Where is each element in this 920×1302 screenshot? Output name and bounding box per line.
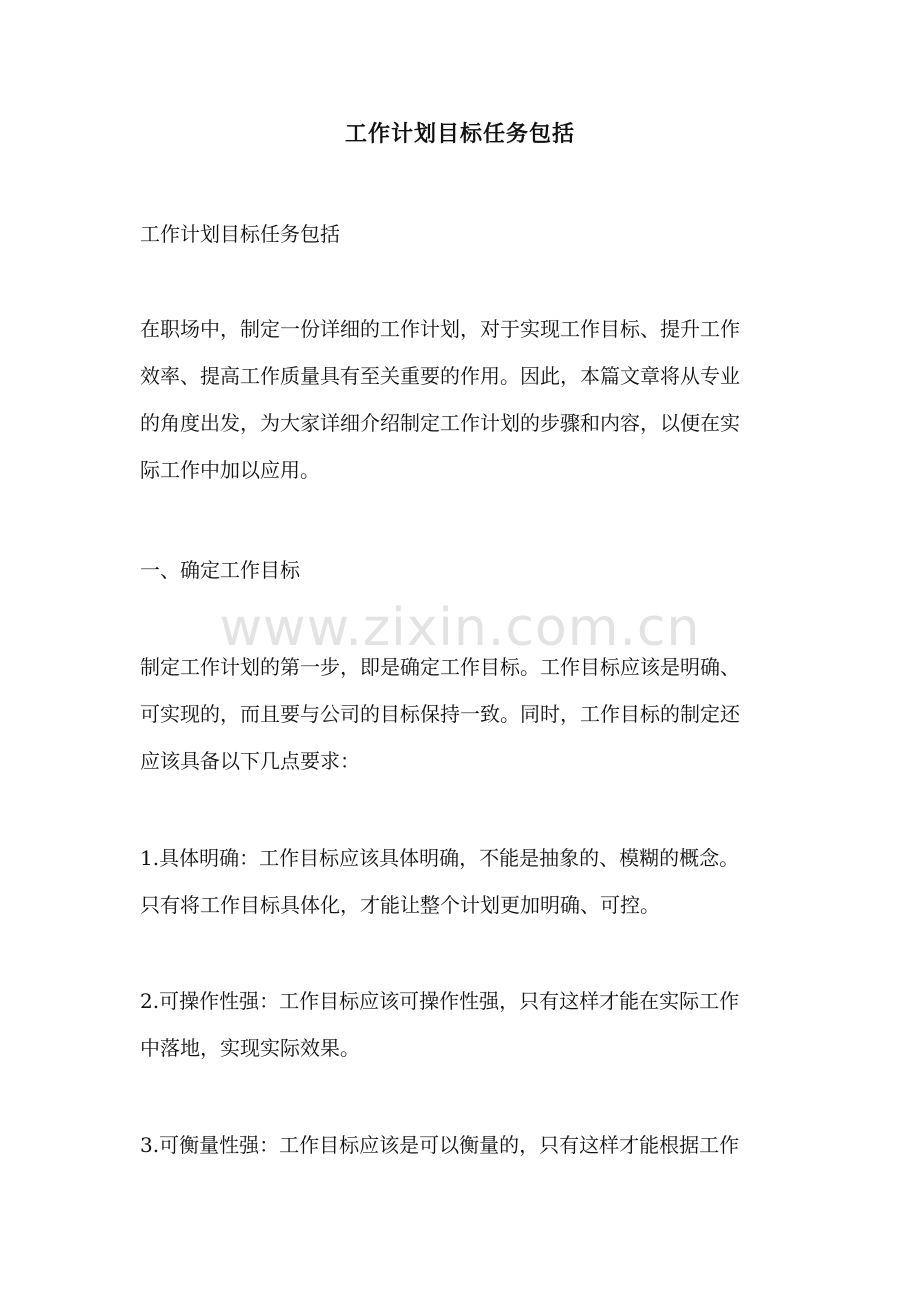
watermark: www.zixin.com.cn (219, 598, 701, 658)
list-item-line: 只有将工作目标具体化，才能让整个计划更加明确、可控。 (140, 893, 660, 917)
paragraph-line: 在职场中，制定一份详细的工作计划，对于实现工作目标、提升工作 (140, 317, 740, 341)
paragraph-line: 的角度出发，为大家详细介绍制定工作计划的步骤和内容，以便在实 (140, 411, 740, 435)
paragraph-line: 际工作中加以应用。 (140, 458, 320, 482)
paragraph-line: 制定工作计划的第一步，即是确定工作目标。工作目标应该是明确、 (140, 655, 740, 679)
list-item-line: 2.可操作性强：工作目标应该可操作性强，只有这样才能在实际工作 (140, 989, 740, 1013)
paragraph-line: 可实现的，而且要与公司的目标保持一致。同时，工作目标的制定还 (140, 702, 740, 726)
list-item-line: 中落地，实现实际效果。 (140, 1036, 360, 1060)
subtitle-line: 工作计划目标任务包括 (140, 222, 340, 246)
list-item-line: 3.可衡量性强：工作目标应该是可以衡量的，只有这样才能根据工作 (140, 1133, 740, 1157)
document-title: 工作计划目标任务包括 (344, 121, 575, 147)
section-heading: 一、确定工作目标 (140, 558, 300, 582)
list-item-line: 1.具体明确：工作目标应该具体明确，不能是抽象的、模糊的概念。 (140, 846, 740, 870)
paragraph-line: 应该具备以下几点要求： (140, 749, 360, 773)
paragraph-line: 效率、提高工作质量具有至关重要的作用。因此，本篇文章将从专业 (140, 364, 740, 388)
